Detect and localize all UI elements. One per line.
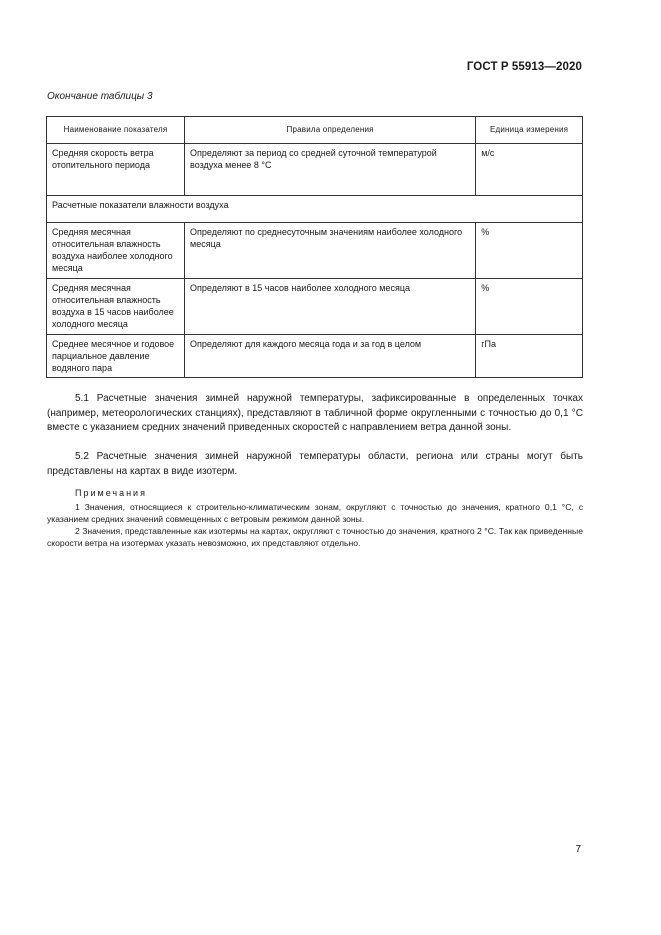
note-1: 1 Значения, относящиеся к строительно-климатическим зонам, округляют с точностью до значения, кратного 0,1 °С, с указанием средних значений совмещенных с ветровым режимом данной зоны. xyxy=(47,502,583,525)
indicator-rule: Определяют по среднесуточным значениям наиболее холодного месяца xyxy=(185,223,476,279)
indicator-unit: % xyxy=(476,223,583,279)
notes-title: Примечания xyxy=(75,488,147,498)
column-header-unit: Единица измерения xyxy=(476,117,583,144)
indicator-name: Средняя месячная относительная влажность воздуха в 15 часов наиболее холодного месяца xyxy=(47,279,185,335)
indicator-rule: Определяют в 15 часов наиболее холодного месяца xyxy=(185,279,476,335)
section-title: Расчетные показатели влажности воздуха xyxy=(47,196,583,223)
indicator-name: Средняя месячная относительная влажность воздуха наиболее холодного месяца xyxy=(47,223,185,279)
indicator-name: Средняя скорость ветра отопительного периода xyxy=(47,144,185,196)
table-section-row xyxy=(47,196,583,223)
table-caption: Окончание таблицы 3 xyxy=(47,91,153,102)
paragraph-5-2: 5.2 Расчетные значения зимней наружной температуры области, региона или страны могут быть представлены на картах в виде изотерм. xyxy=(47,451,583,477)
indicator-unit: гПа xyxy=(476,335,583,378)
indicator-rule: Определяют за период со средней суточной температурой воздуха менее 8 °С xyxy=(185,144,476,196)
table-row xyxy=(47,335,583,378)
indicators-table xyxy=(46,116,583,378)
note-2: 2 Значения, представленные как изотермы на картах, округляют с точностью до значения, кратного 2 °С. Так как приведенные скорости ветра на изотермах указать невозможно, их представляют отдельно. xyxy=(47,526,583,549)
document-id: ГОСТ Р 55913—2020 xyxy=(466,61,582,73)
table-header-row xyxy=(47,117,583,144)
indicator-unit: м/с xyxy=(476,144,583,196)
indicator-name: Среднее месячное и годовое парциальное давление водяного пара xyxy=(47,335,185,378)
indicator-unit: % xyxy=(476,279,583,335)
table-row xyxy=(47,144,583,196)
paragraph-5-1: 5.1 Расчетные значения зимней наружной температуры, зафиксированные в определенных точках (например, метеорологических станциях), представляют в табличной форме округленными с точностью до 0,1 °С вместе с указанием средних значений приведенных скоростей с направлением ветра данной зоны. xyxy=(47,393,583,433)
table-row xyxy=(47,279,583,335)
page-number: 7 xyxy=(575,844,581,855)
column-header-rule: Правила определения xyxy=(185,117,476,144)
column-header-name: Наименование показателя xyxy=(47,117,185,144)
table-row xyxy=(47,223,583,279)
indicator-rule: Определяют для каждого месяца года и за год в целом xyxy=(185,335,476,378)
